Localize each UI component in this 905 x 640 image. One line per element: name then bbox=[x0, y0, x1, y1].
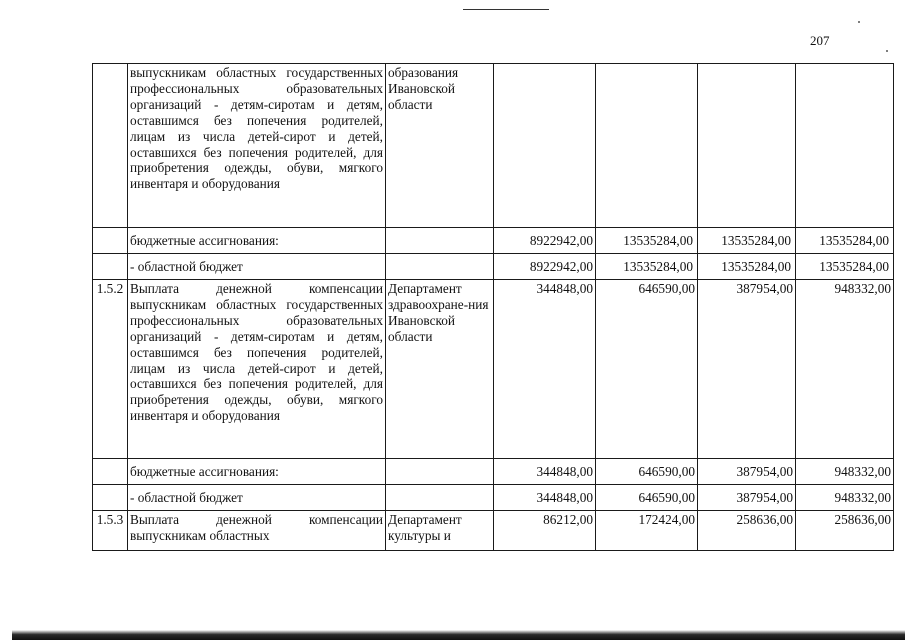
value-col-4: 948332,00 bbox=[796, 459, 894, 485]
table-row bbox=[93, 64, 894, 228]
row-executor bbox=[386, 254, 494, 280]
value-col-2 bbox=[596, 64, 698, 228]
value-col-4: 13535284,00 bbox=[796, 228, 894, 254]
row-executor: Департамент культуры и bbox=[386, 511, 494, 551]
row-executor bbox=[386, 485, 494, 511]
value-col-2: 646590,00 bbox=[596, 280, 698, 459]
row-description: бюджетные ассигнования: bbox=[128, 228, 386, 254]
value-col-2: 646590,00 bbox=[596, 485, 698, 511]
value-col-3: 13535284,00 bbox=[698, 228, 796, 254]
value-col-1: 8922942,00 bbox=[494, 254, 596, 280]
top-rule bbox=[463, 9, 549, 10]
value-col-1: 344848,00 bbox=[494, 280, 596, 459]
row-number: 1.5.3 bbox=[93, 511, 128, 551]
row-number bbox=[93, 485, 128, 511]
row-description: выпускникам областных государственных профессиональных образовательных организаций - детям-сиротам и детям, оставшимся без попечения родителей, лицам из числа детей-сирот и детей, оставшихся без попечения родителей, для приобретения одежды, обуви, мягкого инвентаря и оборудования bbox=[128, 64, 386, 228]
value-col-2: 13535284,00 bbox=[596, 228, 698, 254]
value-col-3: 387954,00 bbox=[698, 459, 796, 485]
table-row bbox=[93, 228, 894, 254]
page-number: 207 bbox=[810, 33, 830, 48]
value-col-3: 258636,00 bbox=[698, 511, 796, 551]
value-col-1: 86212,00 bbox=[494, 511, 596, 551]
row-description: - областной бюджет bbox=[128, 485, 386, 511]
value-col-3: 387954,00 bbox=[698, 280, 796, 459]
row-description: бюджетные ассигнования: bbox=[128, 459, 386, 485]
scan-speck bbox=[886, 50, 888, 52]
value-col-1: 344848,00 bbox=[494, 459, 596, 485]
table-row bbox=[93, 511, 894, 551]
row-description: Выплата денежной компенсации выпускникам областных bbox=[128, 511, 386, 551]
row-executor: образования Ивановской области bbox=[386, 64, 494, 228]
row-description: - областной бюджет bbox=[128, 254, 386, 280]
table-row bbox=[93, 459, 894, 485]
row-number bbox=[93, 459, 128, 485]
value-col-4: 948332,00 bbox=[796, 280, 894, 459]
scan-edge-shadow bbox=[0, 630, 905, 640]
value-col-4 bbox=[796, 64, 894, 228]
value-col-2: 172424,00 bbox=[596, 511, 698, 551]
value-col-4: 258636,00 bbox=[796, 511, 894, 551]
row-executor bbox=[386, 228, 494, 254]
value-col-3: 13535284,00 bbox=[698, 254, 796, 280]
value-col-3 bbox=[698, 64, 796, 228]
value-col-2: 13535284,00 bbox=[596, 254, 698, 280]
row-executor: Департамент здравоохране-ния Ивановской области bbox=[386, 280, 494, 459]
row-description: Выплата денежной компенсации выпускникам областных государственных профессиональных образовательных организаций - детям-сиротам и детям, оставшимся без попечения родителей, лицам из числа детей-сирот и детей, оставшихся без попечения родителей, для приобретения одежды, обуви, мягкого инвентаря и оборудования bbox=[128, 280, 386, 459]
value-col-1: 8922942,00 bbox=[494, 228, 596, 254]
value-col-1 bbox=[494, 64, 596, 228]
value-col-4: 948332,00 bbox=[796, 485, 894, 511]
value-col-2: 646590,00 bbox=[596, 459, 698, 485]
table-row bbox=[93, 485, 894, 511]
row-number bbox=[93, 254, 128, 280]
row-number bbox=[93, 64, 128, 228]
value-col-3: 387954,00 bbox=[698, 485, 796, 511]
row-executor bbox=[386, 459, 494, 485]
value-col-1: 344848,00 bbox=[494, 485, 596, 511]
table-row bbox=[93, 280, 894, 459]
row-number: 1.5.2 bbox=[93, 280, 128, 459]
scan-speck bbox=[858, 21, 860, 23]
budget-table bbox=[92, 63, 894, 551]
table-row bbox=[93, 254, 894, 280]
row-number bbox=[93, 228, 128, 254]
value-col-4: 13535284,00 bbox=[796, 254, 894, 280]
